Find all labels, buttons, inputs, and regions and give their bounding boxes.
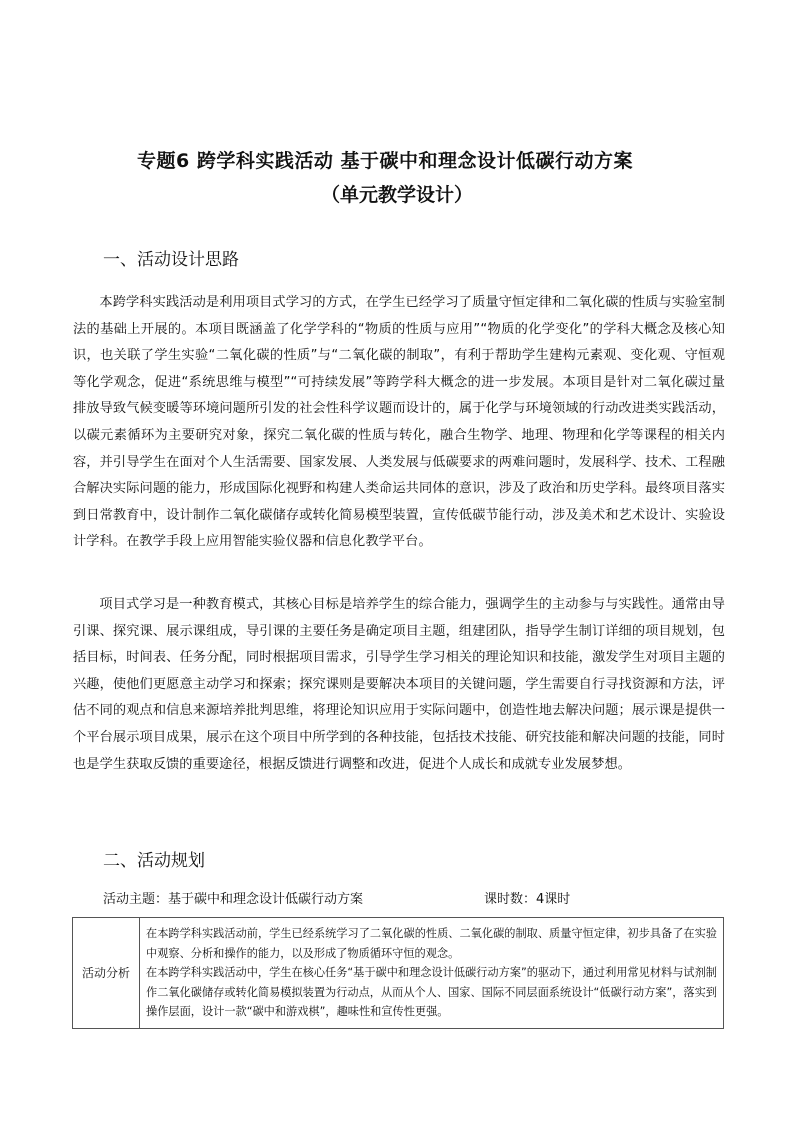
- activity-topic: 活动主题：基于碳中和理念设计低碳行动方案: [103, 892, 364, 907]
- paragraph-project-learning: 项目式学习是一种教育模式，其核心目标是培养学生的综合能力，强调学生的主动参与与实践性。通常由导引课、探究课、展示课组成，导引课的主要任务是确定项目主题，组建团队，指导学生制订详细的项目规划，包括目标，时间表、任务分配，同时根据项目需求，引导学生学习相关的理论知识和技能，激发学生对项目主题的兴趣，使他们更愿意主动学习和探索；探究课则是要解决本项目的关键问题，学生需要自行寻找资源和方法，评估不同的观点和信息来源培养批判思维，将理论知识应用于实际问题中，创造性地去解决问题；展示课是提供一个平台展示项目成果，展示在这个项目中所学到的各种技能，包括技术技能、研究技能和解决问题的技能，同时也是学生获取反馈的重要途径，根据反馈进行调整和改进，促进个人成长和成就专业发展梦想。: [73, 597, 725, 772]
- class-hours: 课时数：4课时: [484, 892, 571, 907]
- analysis-during-activity: 在本跨学科实践活动中，学生在核心任务“基于碳中和理念设计低碳行动方案”的驱动下，通过利用常见材料与试剂制作二氧化碳储存或转化简易模拟装置为行动点，从而从个人、国家、国际不同层面系统设计“低碳行动方案”，落实到操作层面，设计一款“碳中和游戏棋”，趣味性和宣传性更强。: [146, 966, 717, 1018]
- table-content-cell: [140, 918, 724, 1029]
- section-heading-activity-plan: 二、活动规划: [103, 851, 205, 871]
- activity-analysis-table: [72, 917, 724, 1029]
- document-subtitle: （单元教学设计）: [320, 184, 473, 206]
- analysis-before-activity: 在本跨学科实践活动前，学生已经系统学习了二氧化碳的性质、二氧化碳的制取、质量守恒定律，初步具备了在实验中观察、分析和操作的能力，以及形成了物质循环守恒的观念。: [146, 927, 717, 960]
- table-label-cell: 活动分析: [73, 918, 140, 1029]
- document-title: 专题6 跨学科实践活动 基于碳中和理念设计低碳行动方案: [137, 150, 633, 172]
- table-row: [73, 918, 724, 1029]
- section-heading-design-idea: 一、活动设计思路: [103, 250, 239, 270]
- paragraph-design-idea: 本跨学科实践活动是利用项目式学习的方式，在学生已经学习了质量守恒定律和二氧化碳的性质与实验室制法的基础上开展的。本项目既涵盖了化学学科的“物质的性质与应用”“物质的化学变化”的学科大概念及核心知识，也关联了学生实验“二氧化碳的性质”与“二氧化碳的制取”，有利于帮助学生建构元素观、变化观、守恒观等化学观念，促进“系统思维与模型”“可持续发展”等跨学科大概念的进一步发展。本项目是针对二氧化碳过量排放导致气候变暖等环境问题所引发的社会性科学议题而设计的，属于化学与环境领域的行动改进类实践活动，以碳元素循环为主要研究对象，探究二氧化碳的性质与转化，融合生物学、地理、物理和化学等课程的相关内容，并引导学生在面对个人生活需要、国家发展、人类发展与低碳要求的两难问题时，发展科学、技术、工程融合解决实际问题的能力，形成国际化视野和构建人类命运共同体的意识，涉及了政治和历史学科。最终项目落实到日常教育中，设计制作二氧化碳储存或转化简易模型装置，宣传低碳节能行动，涉及美术和艺术设计、实验设计学科。在教学手段上应用智能实验仪器和信息化教学平台。: [73, 295, 725, 550]
